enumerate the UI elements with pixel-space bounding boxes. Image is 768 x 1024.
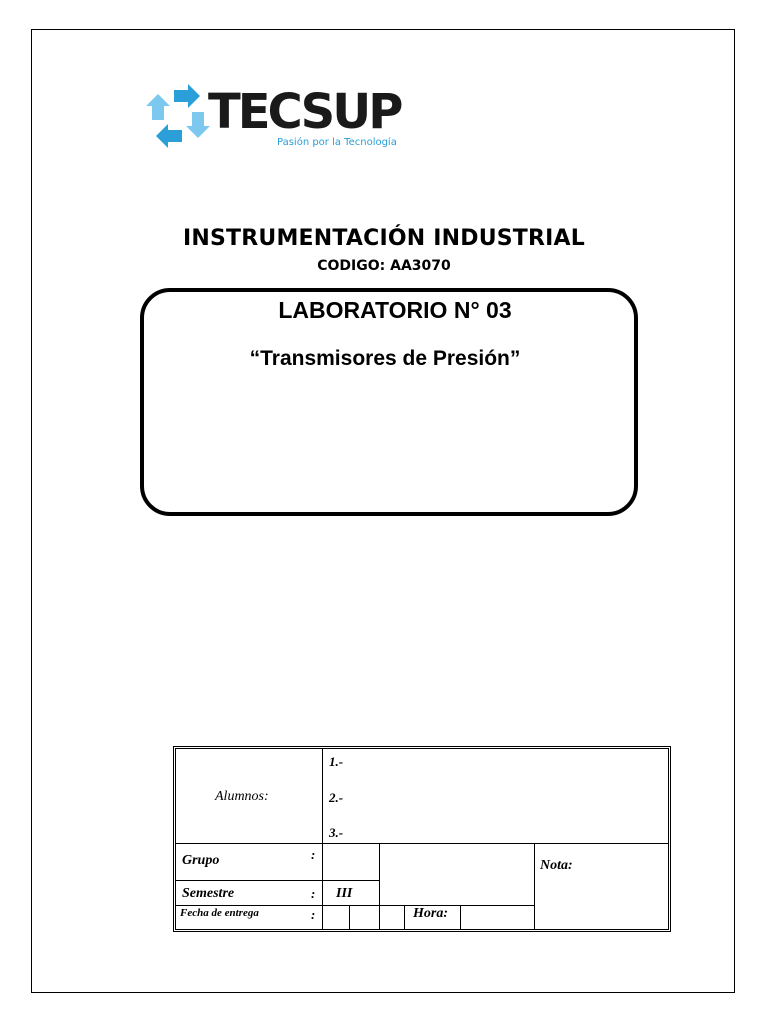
course-code: CODIGO: AA3070 [317, 258, 451, 274]
group-colon: : [311, 847, 316, 862]
student-1-field[interactable]: 1.- [329, 754, 344, 769]
table-divider [176, 843, 668, 844]
delivery-date-colon: : [311, 907, 316, 922]
logo-tagline: Pasión por la Tecnología [277, 137, 397, 148]
tecsup-logo [146, 84, 406, 154]
table-divider [404, 905, 405, 929]
table-divider [349, 905, 350, 929]
semester-label: Semestre [182, 886, 235, 901]
semester-value: III [336, 886, 353, 901]
table-divider [460, 905, 461, 929]
time-label: Hora: [413, 906, 448, 921]
table-divider [534, 843, 535, 929]
table-divider [176, 905, 534, 906]
delivery-date-label: Fecha de entrega [180, 907, 259, 919]
table-divider [176, 880, 380, 881]
lab-topic: “Transmisores de Presión” [249, 347, 521, 370]
student-2-field[interactable]: 2.- [329, 790, 344, 805]
students-label: Alumnos: [215, 789, 269, 804]
logo-wordmark: TECSUP [208, 84, 401, 140]
tecsup-arrows-logo-icon [146, 84, 210, 148]
semester-colon: : [311, 886, 316, 901]
table-divider [379, 843, 380, 929]
table-divider [322, 749, 323, 929]
group-label: Grupo [182, 853, 220, 868]
student-3-field[interactable]: 3.- [329, 825, 344, 840]
course-title: INSTRUMENTACIÓN INDUSTRIAL [183, 226, 585, 251]
grade-label: Nota: [540, 858, 573, 873]
lab-number: LABORATORIO N° 03 [278, 297, 512, 323]
